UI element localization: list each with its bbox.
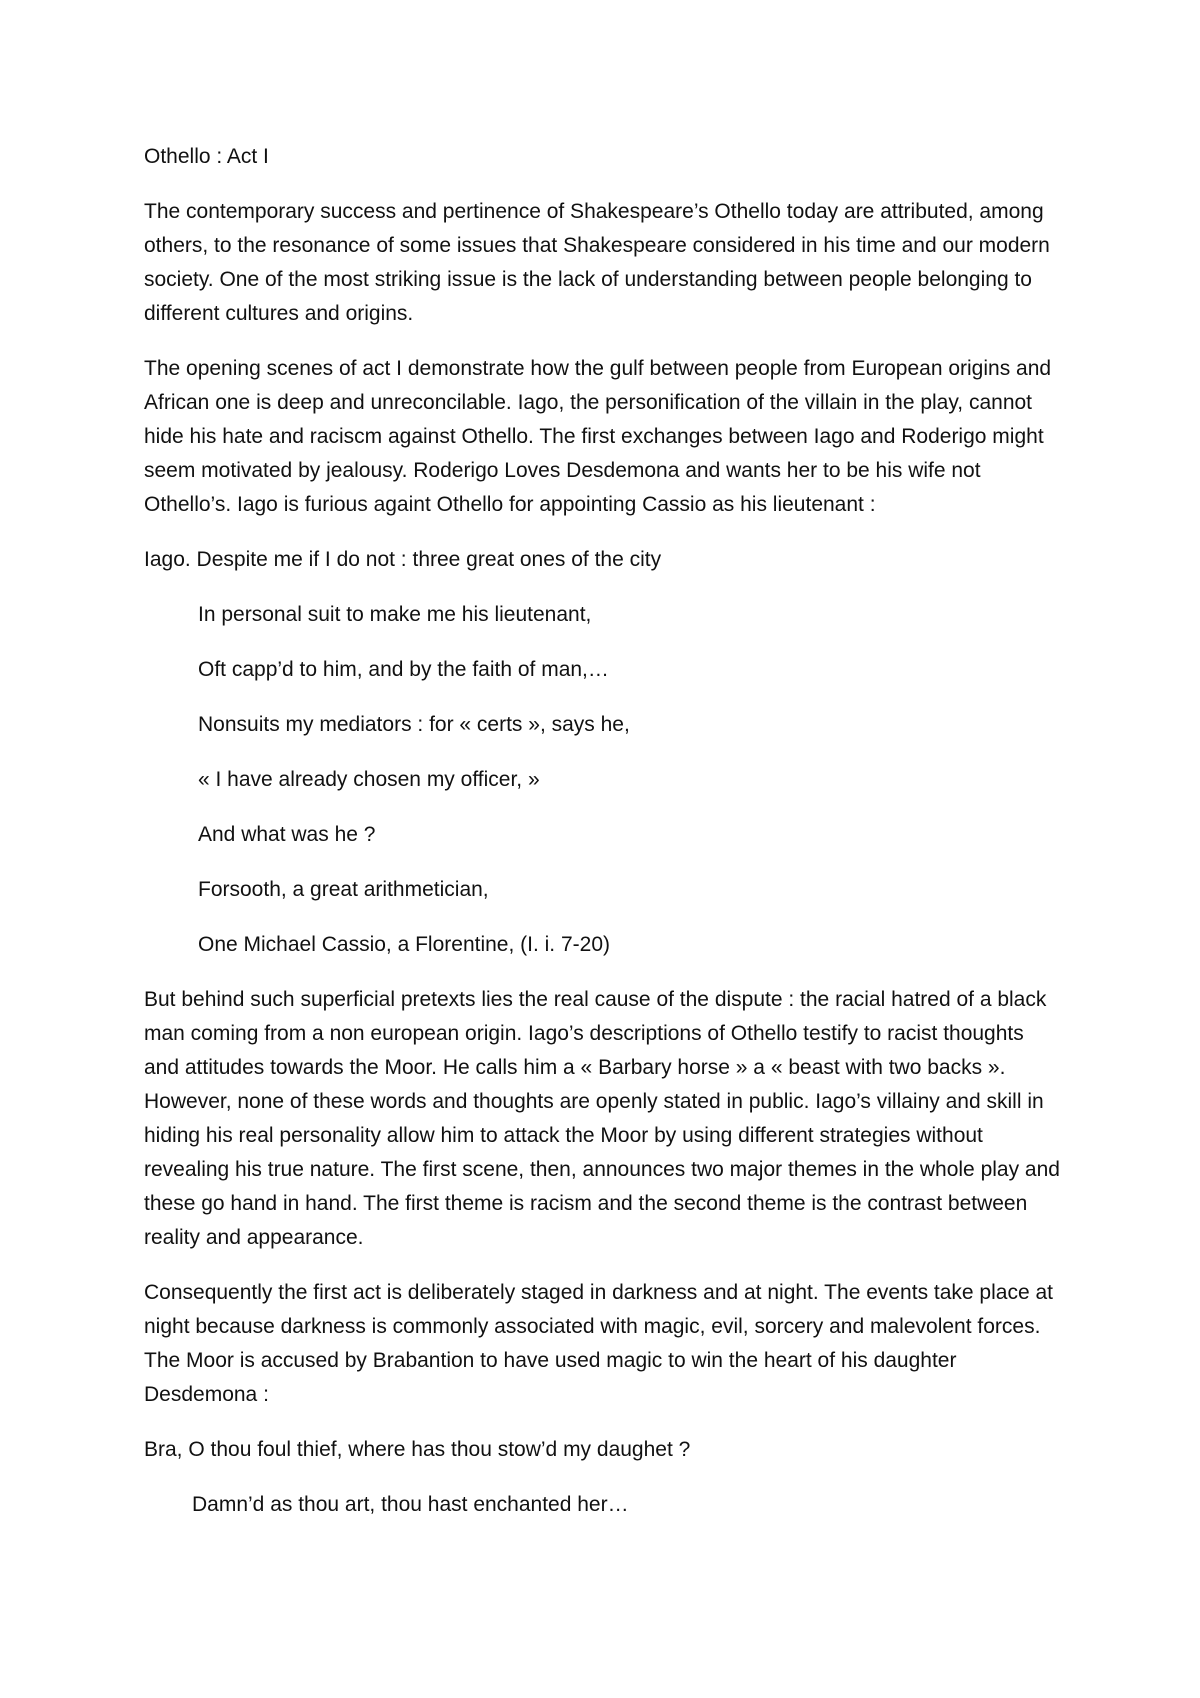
- document-body: [144, 140, 1064, 1522]
- quote-1-line-1: In personal suit to make me his lieutenant,: [198, 603, 592, 626]
- paragraph-2: The opening scenes of act I demonstrate how the gulf between people from European origins and African one is deep and unreconcilable. Iago, the personification of the villain in the play, cannot hide his hate and raciscm against Othello. The first exchanges between Iago and Roderigo might seem motivated by jealousy. Roderigo Loves Desdemona and wants her to be his wife not Othello’s. Iago is furious againt Othello for appointing Cassio as his lieutenant :: [144, 357, 1052, 516]
- quote-1-line-7: One Michael Cassio, a Florentine, (I. i. 7-20): [198, 933, 611, 956]
- paragraph-3: But behind such superficial pretexts lies the real cause of the dispute : the racial hatred of a black man coming from a non european origin. Iago’s descriptions of Othello testify to racist thoughts and attitudes towards the Moor. He calls him a « Barbary horse » a « beast with two backs ». However, none of these words and thoughts are openly stated in public. Iago’s villainy and skill in hiding his real personality allow him to attack the Moor by using different strategies without revealing his true nature. The first scene, then, announces two major themes in the whole play and these go hand in hand. The first theme is racism and the second theme is the contrast between reality and appearance.: [144, 988, 1060, 1249]
- quote-1-line-4: « I have already chosen my officer, »: [198, 768, 540, 791]
- document-title: Othello : Act I: [144, 145, 269, 168]
- quote-1-line-6: Forsooth, a great arithmetician,: [198, 878, 489, 901]
- quote-1-line-5: And what was he ?: [198, 823, 376, 846]
- paragraph-4: Consequently the first act is deliberately staged in darkness and at night. The events take place at night because darkness is commonly associated with magic, evil, sorcery and malevolent forces. The Moor is accused by Brabantion to have used magic to win the heart of his daughter Desdemona :: [144, 1281, 1053, 1406]
- quote-2-speaker-line: Bra, O thou foul thief, where has thou stow’d my daughet ?: [144, 1438, 691, 1461]
- quote-2-line: Damn’d as thou art, thou hast enchanted her…: [192, 1493, 629, 1516]
- quote-1-line-2: Oft capp’d to him, and by the faith of man,…: [198, 658, 609, 681]
- paragraph-1: The contemporary success and pertinence of Shakespeare’s Othello today are attributed, among others, to the resonance of some issues that Shakespeare considered in his time and our modern society. One of the most striking issue is the lack of understanding between people belonging to different cultures and origins.: [144, 200, 1050, 325]
- quote-1-speaker-line: Iago. Despite me if I do not : three great ones of the city: [144, 548, 662, 571]
- quote-1-line-3: Nonsuits my mediators : for « certs », says he,: [198, 713, 630, 736]
